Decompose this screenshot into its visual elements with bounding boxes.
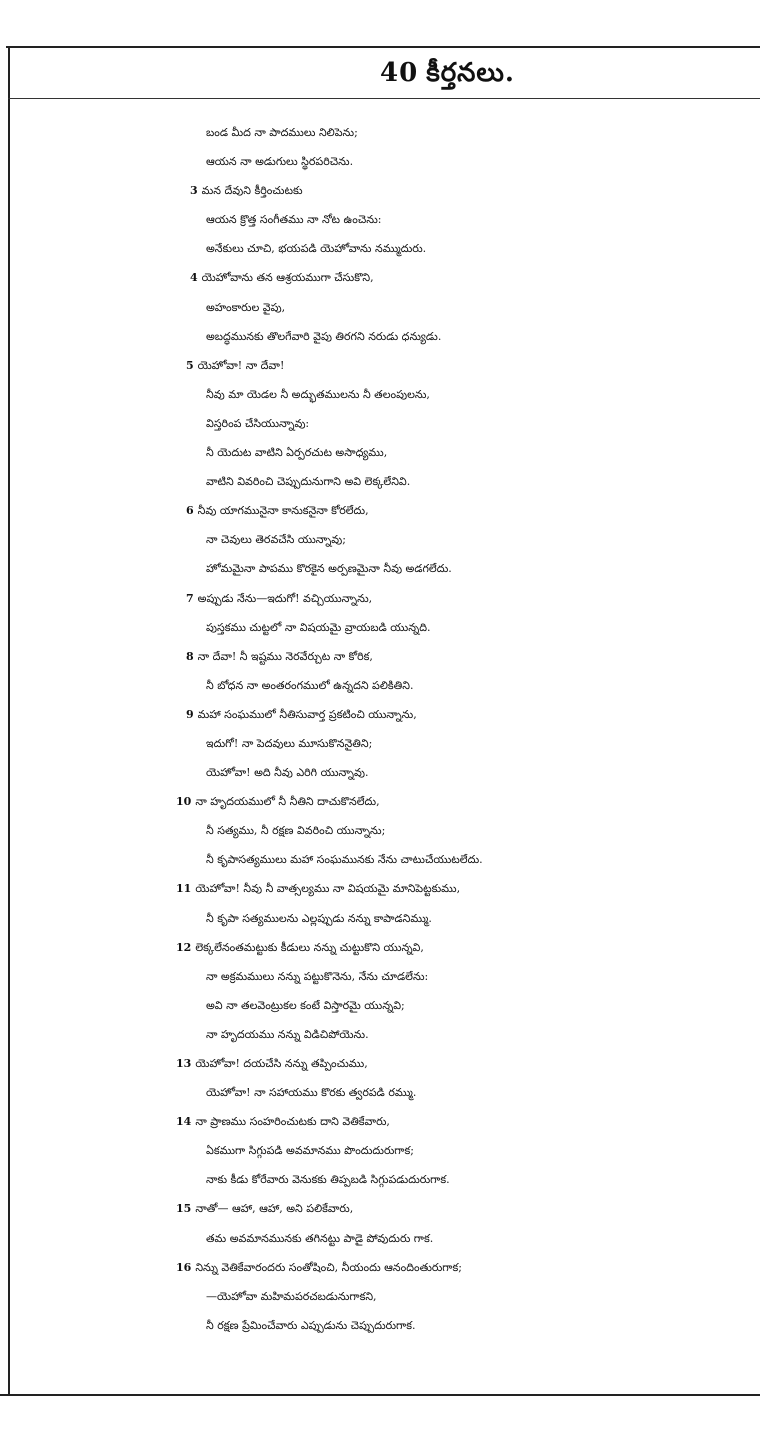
verse-line-start	[0, 874, 760, 903]
verse-line-start	[0, 176, 760, 205]
verse-line	[0, 205, 760, 234]
verse-line	[0, 525, 760, 554]
verse-text: నాకు కీడు కోరేవారు వెనుకకు తిప్పబడి సిగ్గుపడుదురుగాక.	[206, 1173, 450, 1187]
verse-text: నా అక్రమములు నన్ను పట్టుకొనెను, నేను చూడలేను:	[206, 969, 429, 983]
verse-text: నాతో— ఆహా, ఆహా, అని పలికేవారు,	[195, 1202, 354, 1216]
verse-line	[0, 1078, 760, 1107]
verse-number: 15	[176, 1202, 192, 1216]
verse-line	[0, 816, 760, 845]
header-rule	[8, 98, 760, 99]
verse-text: నిన్ను వెతికేవారందరు సంతోషించి, నీయందు ఆనందింతురుగాక;	[195, 1260, 462, 1274]
verse-number: 9	[186, 707, 194, 721]
verse-line-start	[0, 787, 760, 816]
verse-text: నీ రక్షణ ప్రేమించేవారు ఎప్పుడును చెప్పుదురుగాక.	[206, 1318, 416, 1332]
verse-text: నా చెవులు తెరవచేసి యున్నావు;	[206, 533, 346, 547]
verse-line-start	[0, 1194, 760, 1223]
verse-line	[0, 467, 760, 496]
verse-number: 4	[190, 271, 198, 285]
verse-text: ఆయన నా అడుగులు స్థిరపరిచెను.	[206, 155, 354, 169]
verse-number: 7	[186, 591, 194, 605]
verse-line	[0, 671, 760, 700]
verse-number: 10	[176, 795, 192, 809]
verse-text: యెహోవా! అది నీవు ఎరిగి యున్నావు.	[206, 766, 369, 780]
verse-text: నా హృదయము నన్ను విడిచిపోయెను.	[206, 1027, 369, 1041]
verse-line-start	[0, 1107, 760, 1136]
verse-text: మహా సంఘములో నీతిసువార్త ప్రకటించి యున్నాను,	[197, 707, 417, 721]
verse-line-start	[0, 351, 760, 380]
verse-line	[0, 380, 760, 409]
verse-number: 12	[176, 940, 192, 954]
top-rule	[6, 46, 760, 48]
verse-text: ఏకముగా సిగ్గుపడి అవమానము పొందుదురుగాక;	[206, 1144, 414, 1158]
verse-line-start	[0, 584, 760, 613]
verse-text: నీవు మా యెడల నీ అద్భుతములను నీ తలంపులను,	[206, 387, 430, 401]
page-header	[380, 58, 515, 94]
verse-text: ఇదుగో! నా పెదవులు మూసుకొననైతిని;	[206, 736, 373, 750]
verse-text: అప్పుడు నేను—ఇదుగో! వచ్చియున్నాను,	[197, 591, 373, 605]
verse-text: నీ కృపాసత్యములు మహా సంఘమునకు నేను చాటుచేయుటలేదు.	[206, 853, 483, 867]
verse-text: యెహోవా! నా దేవా!	[197, 358, 285, 372]
verse-text: నీ సత్యము, నీ రక్షణ వివరించి యున్నాను;	[206, 824, 386, 838]
verse-line-start	[0, 496, 760, 525]
verse-line-start	[0, 263, 760, 292]
verse-line	[0, 729, 760, 758]
verse-number: 13	[176, 1057, 192, 1070]
verse-number: 16	[176, 1260, 192, 1274]
verse-text: —యెహోవా మహిమపరచబడునుగాకని,	[206, 1289, 377, 1303]
verse-number: 5	[186, 358, 194, 372]
verse-line	[0, 1165, 760, 1194]
verse-text: నీవు యాగమునైనా కానుకనైనా కోరలేదు,	[197, 504, 369, 518]
verse-line	[0, 1020, 760, 1049]
verse-line	[0, 1311, 760, 1340]
verse-text: అవి నా తలవెంట్రుకల కంటే విస్తారమై యున్నవి;	[206, 998, 405, 1012]
verse-text: బండ మీద నా పాదములు నిలిపెను;	[206, 126, 358, 139]
verse-line	[0, 904, 760, 933]
verse-text: విస్తరింప చేసియున్నావు:	[206, 416, 310, 430]
verse-text: యెహోవాను తన ఆశ్రయముగా చేసుకొని,	[201, 271, 374, 285]
verse-line	[0, 845, 760, 874]
verse-text: నా హృదయములో నీ నీతిని దాచుకొనలేదు,	[195, 795, 380, 809]
verse-line	[0, 1282, 760, 1311]
verse-line	[0, 613, 760, 642]
verse-line	[0, 758, 760, 787]
verse-text: యెహోవా! దయచేసి నన్ను తప్పించుము,	[195, 1057, 368, 1070]
verse-line	[0, 322, 760, 351]
verse-text: హోమమైనా పాపము కొరకైన అర్పణమైనా నీవు అడగలేదు.	[206, 562, 452, 576]
verse-text: నీ కృపా సత్యములను ఎల్లప్పుడు నన్ను కాపాడనిమ్ము.	[206, 911, 432, 925]
verse-line	[0, 234, 760, 263]
verse-text: అహంకారుల వైపు,	[206, 300, 286, 314]
verse-line	[0, 962, 760, 991]
verse-text: ఆయన క్రొత్త సంగీతము నా నోట ఉంచెను:	[206, 213, 382, 227]
verse-text: లెక్కలేనంతమట్టుకు కీడులు నన్ను చుట్టుకొని యున్నవి,	[195, 940, 424, 954]
verse-number: 6	[186, 504, 194, 518]
page-number: 40	[380, 58, 419, 88]
verse-text: వాటిని వివరించి చెప్పుదునుగాని అవి లెక్కలేనివి.	[206, 475, 411, 489]
verse-line	[0, 1136, 760, 1165]
verse-number: 8	[186, 649, 194, 663]
bottom-rule	[0, 1394, 760, 1396]
verse-line	[0, 1224, 760, 1253]
verse-number: 11	[176, 882, 192, 896]
verse-line	[0, 147, 760, 176]
verse-text: అబద్ధమునకు తొలగేవారి వైపు తిరగని నరుడు ధన్యుడు.	[206, 329, 442, 343]
verse-line	[0, 438, 760, 467]
verse-line-start	[0, 933, 760, 962]
verse-line	[0, 991, 760, 1020]
page-title: కీర్తనలు.	[426, 58, 515, 88]
verse-text: యెహోవా! నా సహాయము కొరకు త్వరపడి రమ్ము.	[206, 1086, 417, 1100]
verse-text: నీ బోధన నా అంతరంగములో ఉన్నదని పలికితిని.	[206, 678, 414, 692]
verse-text: తమ అవమానమునకు తగినట్టు పాడై పోవుదురు గాక.	[206, 1231, 434, 1245]
verse-text: అనేకులు చూచి, భయపడి యెహోవాను నమ్ముదురు.	[206, 242, 427, 256]
verse-text: మన దేవుని కీర్తించుటకు	[201, 184, 303, 198]
verse-text: యెహోవా! నీవు నీ వాత్సల్యము నా విషయమై మానిపెట్టకుము,	[195, 882, 461, 896]
verse-text: నా దేవా! నీ ఇష్టము నెరవేర్చుట నా కోరిక,	[197, 649, 373, 663]
verse-text: నా ప్రాణము సంహరించుటకు దాని వెతికేవారు,	[195, 1115, 390, 1129]
verse-line-start	[0, 642, 760, 671]
verse-line-start	[0, 1049, 760, 1078]
verse-line-start	[0, 700, 760, 729]
psalm-text	[0, 118, 760, 1340]
verse-number: 3	[190, 184, 198, 198]
verse-line	[0, 118, 760, 147]
verse-text: నీ యెదుట వాటిని ఏర్పరచుట అసాధ్యము,	[206, 446, 388, 460]
verse-text: పుస్తకము చుట్టలో నా విషయమై వ్రాయబడి యున్నది.	[206, 620, 431, 634]
verse-line	[0, 409, 760, 438]
verse-number: 14	[176, 1115, 192, 1129]
verse-line	[0, 293, 760, 322]
verse-line	[0, 554, 760, 583]
verse-line-start	[0, 1253, 760, 1282]
